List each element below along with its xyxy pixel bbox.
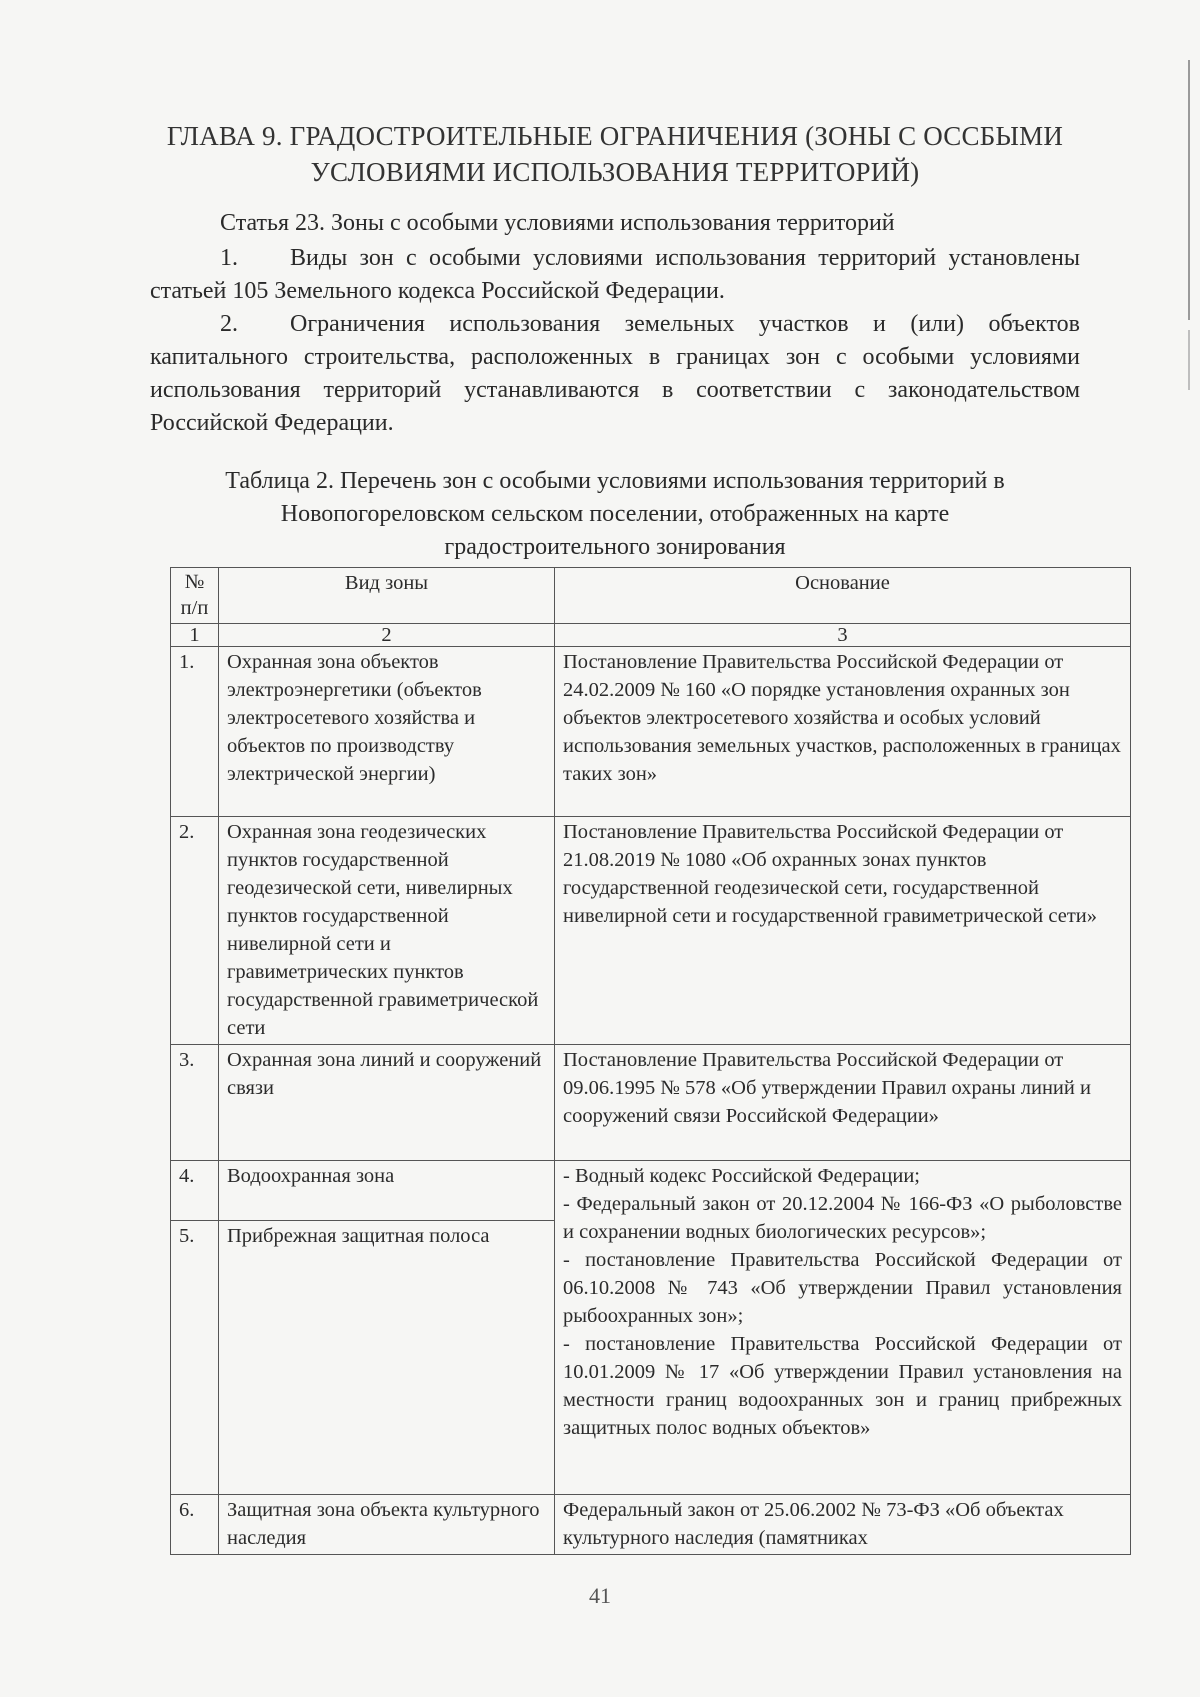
header-num: № п/п bbox=[171, 568, 219, 624]
index-cell: 2 bbox=[219, 624, 555, 647]
basis-cell: Постановление Правительства Российской Федерации от 09.06.1995 № 578 «Об утверждении Правил охраны линий и сооружений связи Российской Федерации» bbox=[555, 1045, 1131, 1161]
table-row bbox=[171, 1495, 1131, 1555]
zone-type-cell: Охранная зона геодезических пунктов государственной геодезической сети, нивелирных пунктов государственной нивелирной сети и гравиметрических пунктов государственной гравиметрической сети bbox=[219, 817, 555, 1045]
header-zone-type: Вид зоны bbox=[219, 568, 555, 624]
article-item-2-text: Ограничения использования земельных участков и (или) объектов капитального строительства, расположенных в границах зон с особыми условиями использования территорий устанавливаются в соответствии с законодательством Российской Федерации. bbox=[150, 311, 1080, 436]
row-number: 4. bbox=[171, 1161, 219, 1221]
header-basis: Основание bbox=[555, 568, 1131, 624]
zones-table bbox=[170, 567, 1131, 1555]
basis-line: - Федеральный закон от 20.12.2004 № 166-ФЗ «О рыболовстве и сохранении водных биологических ресурсов»; bbox=[563, 1193, 1122, 1243]
row-number: 2. bbox=[171, 817, 219, 1045]
article-item-2-number: 2. bbox=[220, 311, 238, 337]
index-cell: 3 bbox=[555, 624, 1131, 647]
table-row bbox=[171, 1161, 1131, 1221]
row-number: 3. bbox=[171, 1045, 219, 1161]
basis-line: - Водный кодекс Российской Федерации; bbox=[563, 1165, 920, 1187]
chapter-title-line-2: УСЛОВИЯМИ ИСПОЛЬЗОВАНИЯ ТЕРРИТОРИЙ) bbox=[310, 157, 920, 187]
page-number: 41 bbox=[589, 1583, 611, 1608]
table-row bbox=[171, 817, 1131, 1045]
basis-line: - постановление Правительства Российской Федерации от 10.01.2009 № 17 «Об утверждении Правил установления на местности границ водоохранных зон и границ прибрежных защитных полос водных объектов» bbox=[563, 1333, 1122, 1439]
table-caption bbox=[150, 465, 1080, 564]
basis-line: - постановление Правительства Российской Федерации от 06.10.2008 № 743 «Об утверждении Правил установления рыбоохранных зон»; bbox=[563, 1249, 1122, 1327]
scan-edge-mark bbox=[1188, 60, 1190, 320]
article-item-1-number: 1. bbox=[220, 245, 238, 271]
article-item-2 bbox=[150, 308, 1080, 440]
chapter-title-line-1: ГЛАВА 9. ГРАДОСТРОИТЕЛЬНЫЕ ОГРАНИЧЕНИЯ (ЗОНЫ С ОССБЫМИ bbox=[166, 121, 1064, 151]
index-cell: 1 bbox=[171, 624, 219, 647]
table-caption-line-1: Таблица 2. Перечень зон с особыми условиями использования территорий в bbox=[225, 468, 1005, 494]
scan-edge-mark bbox=[1188, 330, 1190, 390]
table-index-row bbox=[171, 624, 1131, 647]
row-number: 6. bbox=[171, 1495, 219, 1555]
zone-type-cell: Водоохранная зона bbox=[219, 1161, 555, 1221]
row-number: 5. bbox=[171, 1221, 219, 1495]
basis-cell: Федеральный закон от 25.06.2002 № 73-ФЗ «Об объектах культурного наследия (памятниках bbox=[555, 1495, 1131, 1555]
shared-basis-cell bbox=[555, 1161, 1131, 1495]
table-caption-line-3: градостроительного зонирования bbox=[444, 534, 786, 560]
zone-type-cell: Прибрежная защитная полоса bbox=[219, 1221, 555, 1495]
table-row bbox=[171, 1045, 1131, 1161]
zone-type-cell: Охранная зона объектов электроэнергетики (объектов электросетевого хозяйства и объектов по производству электрической энергии) bbox=[219, 647, 555, 817]
article-title: Статья 23. Зоны с особыми условиями использования территорий bbox=[220, 210, 895, 236]
basis-cell: Постановление Правительства Российской Федерации от 24.02.2009 № 160 «О порядке установления охранных зон объектов электросетевого хозяйства и особых условий использования земельных участков, расположенных в границах таких зон» bbox=[555, 647, 1131, 817]
table-row bbox=[171, 647, 1131, 817]
article-item-1 bbox=[150, 242, 1080, 308]
table-header-row bbox=[171, 568, 1131, 624]
zone-type-cell: Защитная зона объекта культурного наследия bbox=[219, 1495, 555, 1555]
zone-type-cell: Охранная зона линий и сооружений связи bbox=[219, 1045, 555, 1161]
chapter-title bbox=[150, 118, 1080, 190]
article-item-1-text: Виды зон с особыми условиями использования территорий установлены статьей 105 Земельного кодекса Российской Федерации. bbox=[150, 245, 1080, 304]
table-caption-line-2: Новопогореловском сельском поселении, отображенных на карте bbox=[280, 501, 950, 527]
row-number: 1. bbox=[171, 647, 219, 817]
basis-cell: Постановление Правительства Российской Федерации от 21.08.2019 № 1080 «Об охранных зонах пунктов государственной геодезической сети, государственной нивелирной сети и государственной гравиметрической сети» bbox=[555, 817, 1131, 1045]
